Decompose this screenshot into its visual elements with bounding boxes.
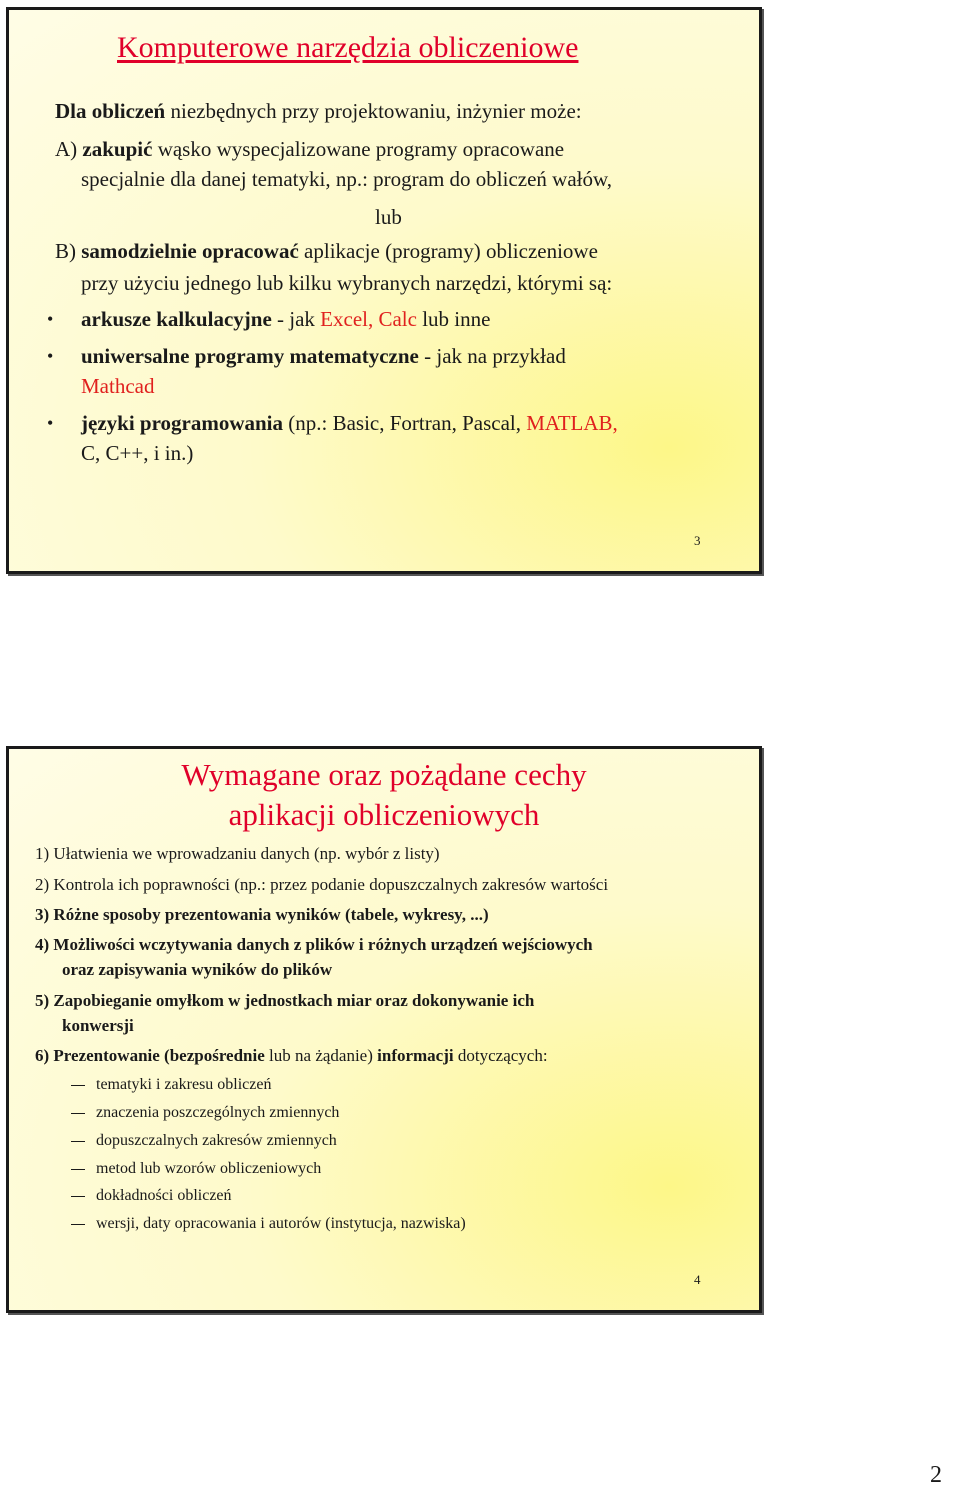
or-text: lub [375, 205, 402, 229]
dash-icon [71, 1224, 85, 1225]
intro-line: Dla obliczeń niezbędnych przy projektowaniu, inżynier może: [55, 99, 582, 123]
bullet-icon: • [47, 346, 54, 366]
bullet-item-line2: Mathcad [81, 374, 155, 398]
bullet-item: uniwersalne programy matematyczne - jak na przykład [81, 344, 566, 368]
option-b-line2: przy użyciu jednego lub kilku wybranych narzędzi, którymi są: [81, 271, 613, 295]
dash-icon [71, 1141, 85, 1142]
slide-title: Komputerowe narzędzia obliczeniowe [117, 31, 579, 64]
dash-icon [71, 1169, 85, 1170]
sub-item: tematyki i zakresu obliczeń [96, 1076, 272, 1093]
dash-icon [71, 1085, 85, 1086]
feature-item: 2) Kontrola ich poprawności (np.: przez podanie dopuszczalnych zakresów wartości [35, 875, 609, 894]
bullet-item: języki programowania (np.: Basic, Fortran, Pascal, MATLAB, [81, 411, 618, 435]
feature-item: 6) Prezentowanie (bezpośrednie lub na żądanie) informacji dotyczących: [35, 1046, 548, 1065]
bullet-item: arkusze kalkulacyjne - jak Excel, Calc lub inne [81, 307, 491, 331]
feature-item: 1) Ułatwienia we wprowadzaniu danych (np. wybór z listy) [35, 844, 440, 863]
feature-item: 4) Możliwości wczytywania danych z plików i różnych urządzeń wejściowych [35, 935, 593, 954]
dash-icon [71, 1196, 85, 1197]
feature-item: 3) Różne sposoby prezentowania wyników (tabele, wykresy, ...) [35, 905, 489, 924]
slide-number: 4 [694, 1272, 701, 1287]
option-a-line2: specjalnie dla danej tematyki, np.: program do obliczeń wałów, [81, 167, 613, 191]
dash-icon [71, 1113, 85, 1114]
bullet-icon: • [47, 413, 54, 433]
feature-item: 5) Zapobieganie omyłkom w jednostkach miar oraz dokonywanie ich [35, 991, 535, 1010]
slide-3 [6, 7, 762, 574]
bullet-icon: • [47, 309, 54, 329]
option-b-line1: B) samodzielnie opracować aplikacje (programy) obliczeniowe [55, 239, 598, 263]
slide-title-line2: aplikacji obliczeniowych [228, 797, 540, 832]
slide-number: 3 [694, 533, 701, 548]
slide-title-line1: Wymagane oraz pożądane cechy [181, 757, 587, 792]
option-a-line1: A) zakupić wąsko wyspecjalizowane programy opracowane [55, 137, 565, 161]
sub-item: metod lub wzorów obliczeniowych [96, 1160, 322, 1177]
page-number: 2 [930, 1462, 942, 1488]
bullet-item-line2: C, C++, i in.) [81, 441, 194, 465]
sub-item: dokładności obliczeń [96, 1187, 232, 1204]
feature-item-line2: konwersji [62, 1016, 134, 1035]
sub-item: wersji, daty opracowania i autorów (instytucja, nazwiska) [96, 1215, 466, 1232]
sub-item: dopuszczalnych zakresów zmiennych [96, 1132, 337, 1149]
sub-item: znaczenia poszczególnych zmiennych [96, 1104, 340, 1121]
feature-item-line2: oraz zapisywania wyników do plików [62, 960, 333, 979]
slide-4 [6, 746, 762, 1313]
